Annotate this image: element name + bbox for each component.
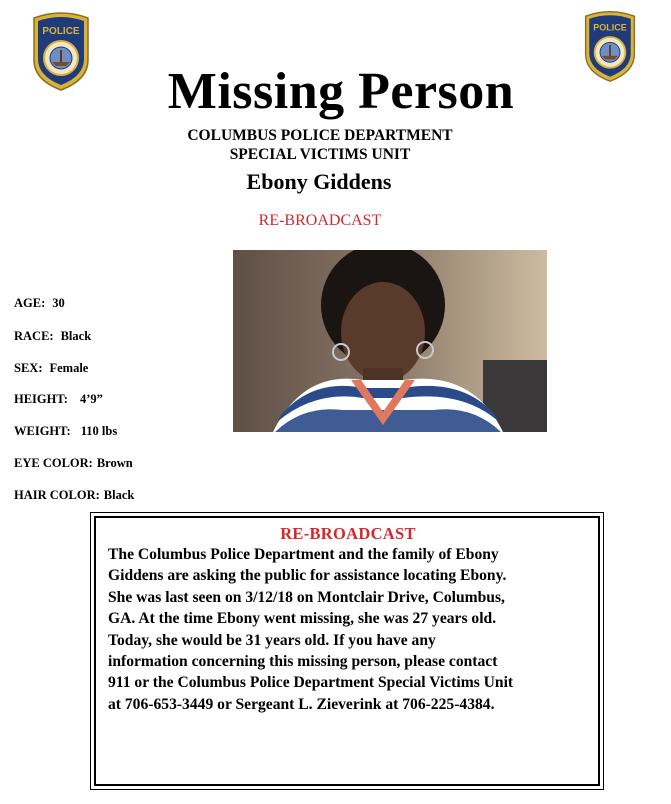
person-name: Ebony Giddens bbox=[246, 169, 392, 194]
notice-line: at 706-653-3449 or Sergeant L. Zieverink at 706-225-4384. bbox=[108, 695, 495, 713]
rebroadcast-label: RE-BROADCAST bbox=[258, 212, 382, 229]
notice-line: information concerning this missing person, please contact bbox=[108, 653, 498, 671]
detail-height: HEIGHT: 4’9” bbox=[14, 392, 103, 406]
detail-race: RACE: Black bbox=[14, 329, 92, 343]
department-name: COLUMBUS POLICE DEPARTMENT bbox=[187, 127, 453, 144]
notice-box-inner bbox=[94, 516, 600, 786]
badge-right-label: POLICE bbox=[593, 22, 627, 33]
badge-left-label: POLICE bbox=[42, 26, 80, 37]
page-title: Missing Person bbox=[167, 63, 515, 120]
notice-line: Today, she would be 31 years old. If you have any bbox=[108, 631, 436, 649]
notice-heading: RE-BROADCAST bbox=[280, 524, 416, 543]
detail-eye-color: EYE COLOR: Brown bbox=[14, 456, 133, 470]
notice-line: The Columbus Police Department and the family of Ebony bbox=[108, 546, 499, 563]
notice-line: GA. At the time Ebony went missing, she was 27 years old. bbox=[108, 610, 497, 628]
notice-body bbox=[108, 544, 588, 715]
unit-name: SPECIAL VICTIMS UNIT bbox=[229, 146, 411, 163]
notice-line: She was last seen on 3/12/18 on Montclair Drive, Columbus, bbox=[108, 588, 505, 606]
detail-weight: WEIGHT: 110 lbs bbox=[14, 424, 118, 438]
detail-hair-color: HAIR COLOR: Black bbox=[14, 488, 135, 502]
detail-sex: SEX: Female bbox=[14, 361, 89, 375]
notice-line: 911 or the Columbus Police Department Special Victims Unit bbox=[108, 674, 514, 692]
detail-age: AGE: 30 bbox=[14, 296, 65, 310]
notice-box bbox=[90, 512, 604, 790]
notice-line: Giddens are asking the public for assistance locating Ebony. bbox=[108, 567, 507, 585]
person-photo bbox=[233, 250, 547, 432]
